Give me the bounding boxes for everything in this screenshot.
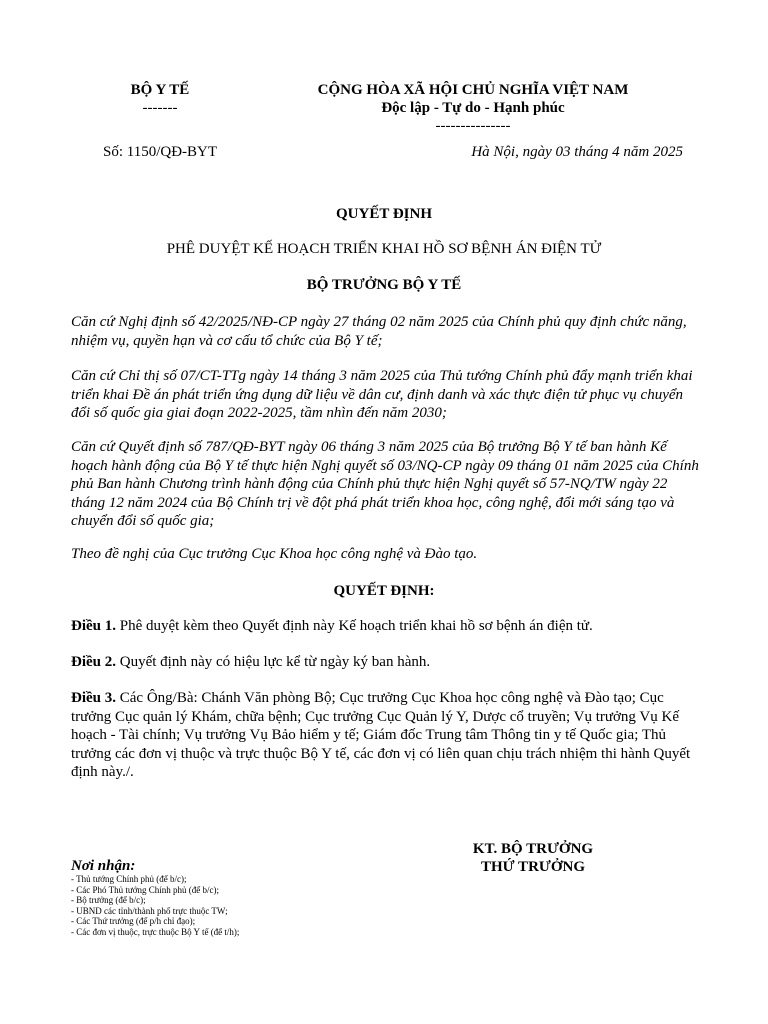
article-3-label: Điều 3. xyxy=(71,690,116,706)
place-date: Hà Nội, ngày 03 tháng 4 năm 2025 xyxy=(471,144,683,160)
article-3 xyxy=(71,689,701,782)
recipient-item: - Bộ trưởng (để b/c); xyxy=(71,895,146,906)
motto-rule: --------------- xyxy=(435,118,511,134)
article-2 xyxy=(71,653,701,672)
country-name: CỘNG HÒA XÃ HỘI CHỦ NGHĨA VIỆT NAM xyxy=(317,82,629,98)
document-number: Số: 1150/QĐ-BYT xyxy=(103,144,218,160)
article-2-label: Điều 2. xyxy=(71,654,116,670)
article-2-text: Quyết định này có hiệu lực kể từ ngày ký ban hành. xyxy=(116,654,431,670)
recipients-heading: Nơi nhận: xyxy=(71,858,136,874)
recipients-list xyxy=(71,874,391,938)
ministry-rule: ------- xyxy=(142,100,178,116)
document-type: QUYẾT ĐỊNH xyxy=(336,206,432,222)
preamble-basis-1: Căn cứ Nghị định số 42/2025/NĐ-CP ngày 27 tháng 02 năm 2025 của Chính phủ quy định chức năng, nhiệm vụ, quyền hạn và cơ cấu tổ chức của Bộ Y tế; xyxy=(71,314,687,349)
article-1 xyxy=(71,617,701,636)
recipient-item: - Các Thứ trưởng (để p/h chỉ đạo); xyxy=(71,916,196,927)
document-subject: PHÊ DUYỆT KẾ HOẠCH TRIỂN KHAI HỒ SƠ BỆNH ÁN ĐIỆN TỬ xyxy=(166,241,602,257)
ministry-name: BỘ Y TẾ xyxy=(130,82,190,98)
decision-heading: QUYẾT ĐỊNH: xyxy=(333,583,435,599)
recipient-item: - Thủ tướng Chính phủ (để b/c); xyxy=(71,874,187,884)
article-3-text: Các Ông/Bà: Chánh Văn phòng Bộ; Cục trưởng Cục Khoa học công nghệ và Đào tạo; Cục trưởng Cục quản lý Khám, chữa bệnh; Cục trưởng Cục Quản lý Y, Dược cổ truyền; Vụ trưởng Vụ Kế hoạch - Tài chính; Vụ trưởng Vụ Bảo hiểm y tế; Giám đốc Trung tâm Thông tin y tế Quốc gia; Thủ trưởng các đơn vị thuộc và trực thuộc Bộ Y tế, các đơn vị có liên quan chịu trách nhiệm thi hành Quyết định này./. xyxy=(71,690,691,781)
signature-position: THỨ TRƯỞNG xyxy=(480,859,586,875)
preamble-basis-2: Căn cứ Chỉ thị số 07/CT-TTg ngày 14 tháng 3 năm 2025 của Thủ tướng Chính phủ đẩy mạnh triển khai triển khai Đề án phát triển ứng dụng dữ liệu về dân cư, định danh và xác thực điện tử phục vụ chuyển đổi số quốc gia giai đoạn 2022-2025, tầm nhìn đến năm 2030; xyxy=(71,368,693,422)
recipient-item: - Các đơn vị thuộc, trực thuộc Bộ Y tế (để t/h); xyxy=(71,926,240,937)
recipient-item: - UBND các tỉnh/thành phố trực thuộc TW; xyxy=(71,905,228,916)
article-1-text: Phê duyệt kèm theo Quyết định này Kế hoạch triển khai hồ sơ bệnh án điện tử. xyxy=(116,618,593,634)
preamble-basis-3: Căn cứ Quyết định số 787/QĐ-BYT ngày 06 tháng 3 năm 2025 của Bộ trưởng Bộ Y tế ban hành Kế hoạch hành động của Bộ Y tế thực hiện Nghị quyết số 03/NQ-CP ngày 09 tháng 01 năm 2025 của Chính phủ Ban hành Chương trình hành động của Chính phủ thực hiện Nghị quyết số 57-NQ/TW ngày 22 tháng 12 năm 2024 của Bộ Chính trị về đột phá phát triển khoa học, công nghệ, đổi mới sáng tạo và chuyển đổi số quốc gia; xyxy=(71,439,699,530)
signature-title: KT. BỘ TRƯỞNG xyxy=(472,841,594,857)
recipient-item: - Các Phó Thủ tướng Chính phủ (để b/c); xyxy=(71,884,219,895)
article-1-label: Điều 1. xyxy=(71,618,116,634)
issuing-authority: BỘ TRƯỞNG BỘ Y TẾ xyxy=(306,277,462,293)
preamble-proposal: Theo đề nghị của Cục trưởng Cục Khoa học công nghệ và Đào tạo. xyxy=(71,546,478,562)
national-motto: Độc lập - Tự do - Hạnh phúc xyxy=(381,100,565,116)
